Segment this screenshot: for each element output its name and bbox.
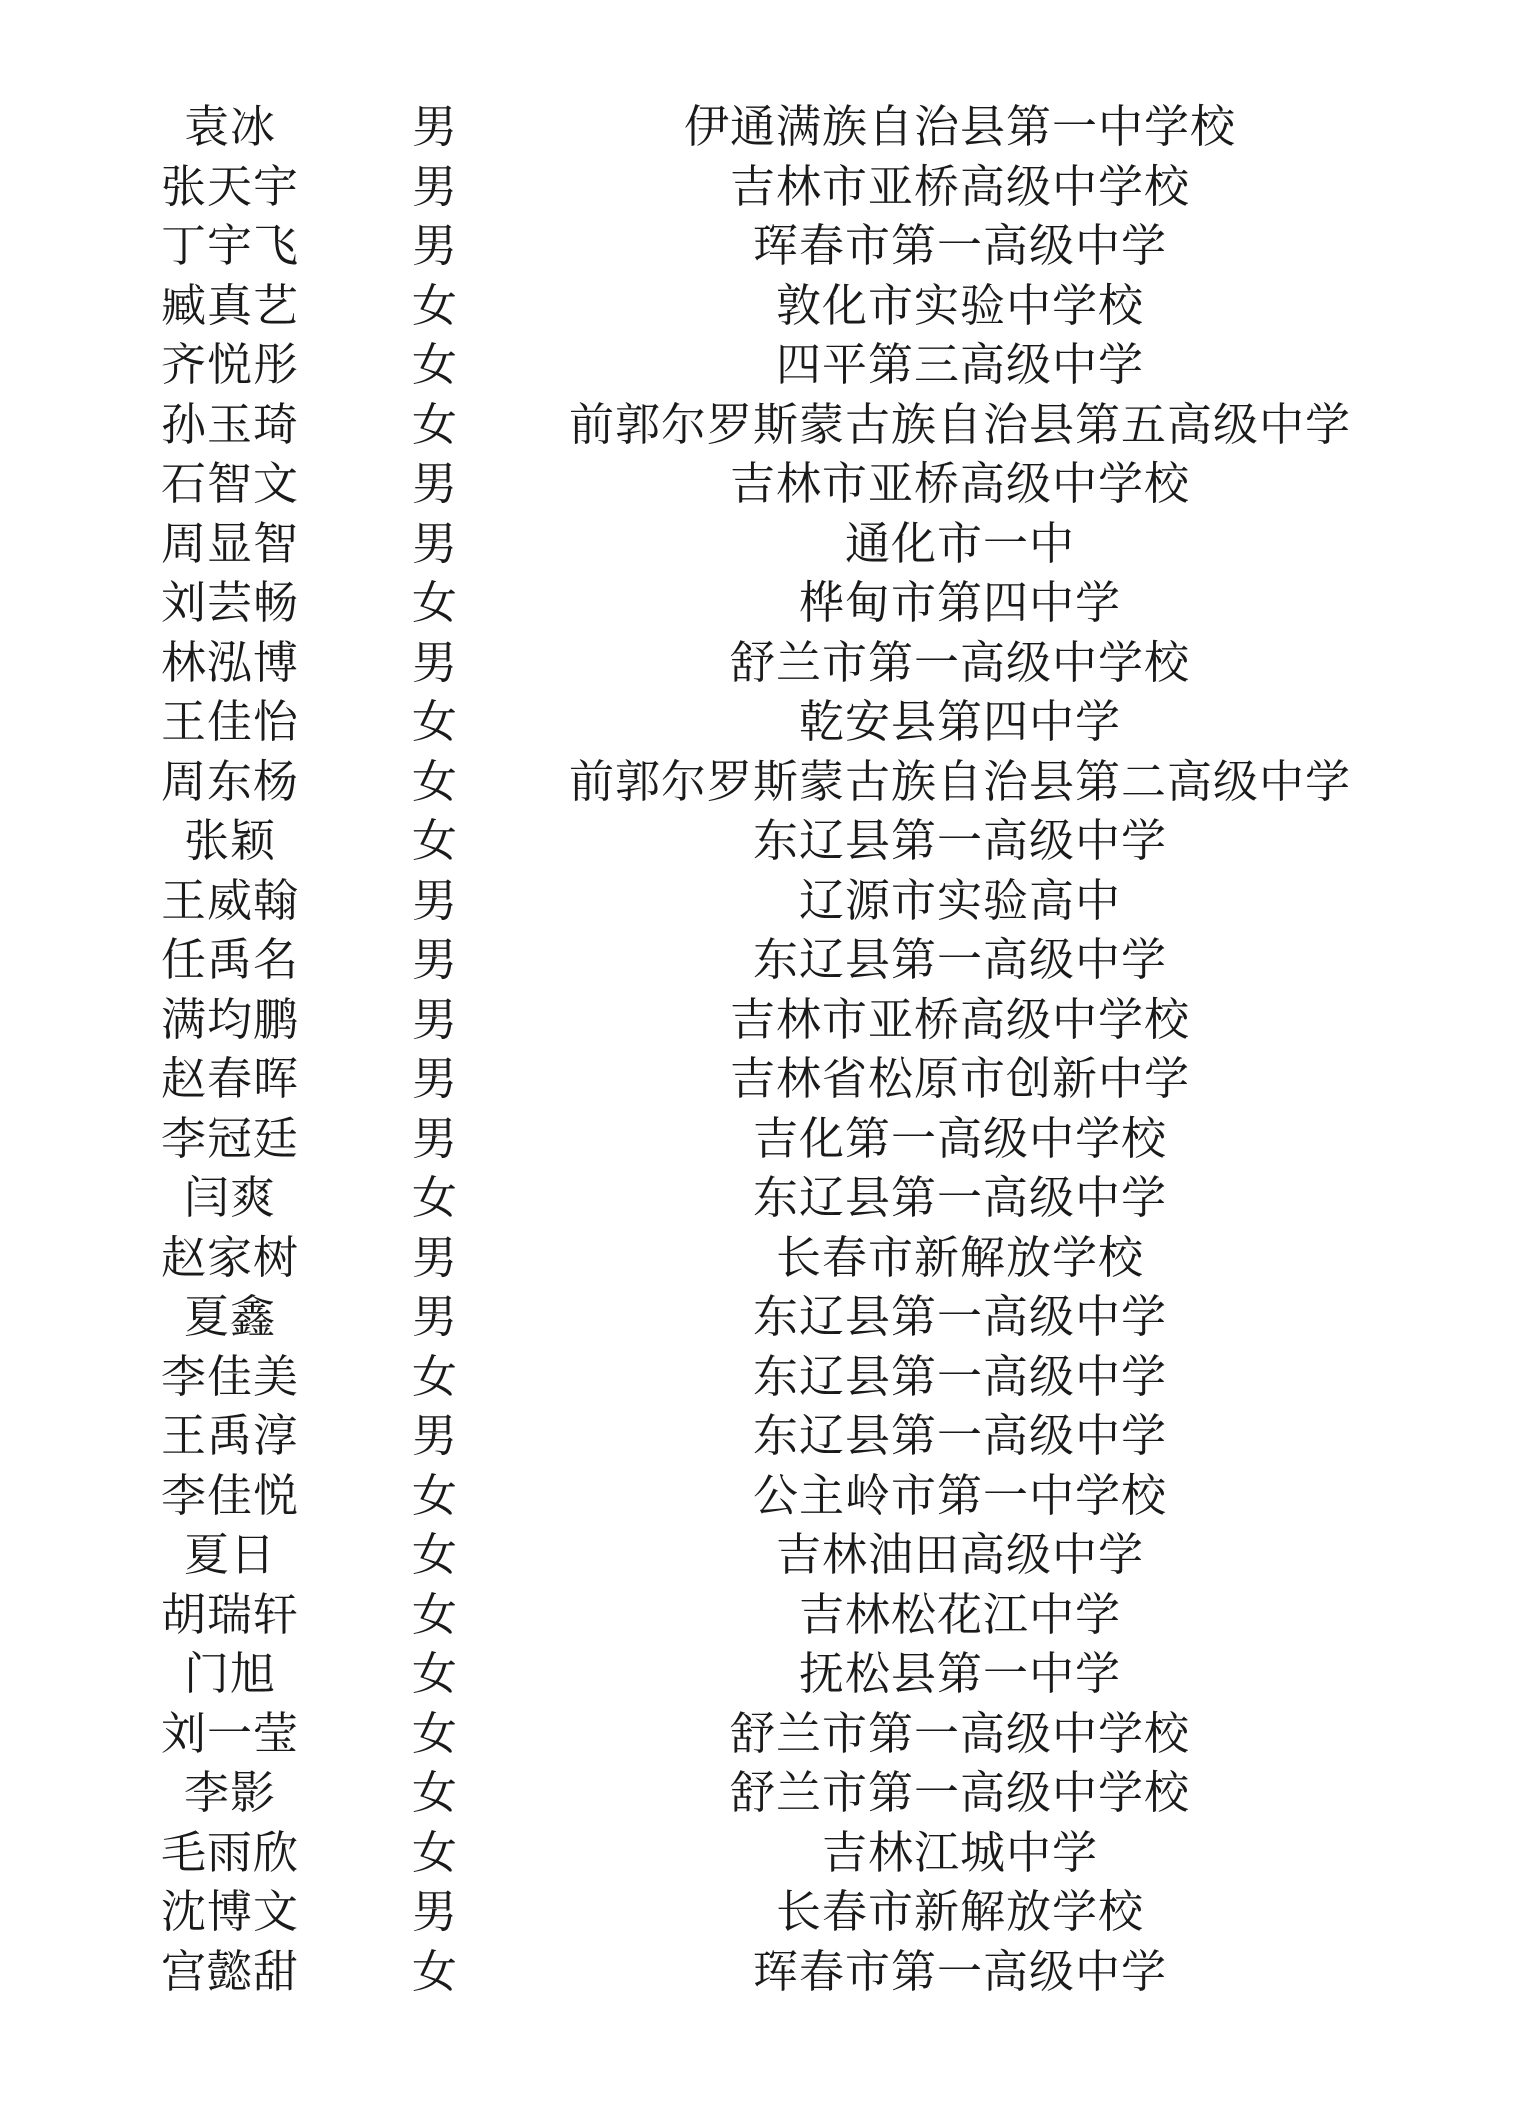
list-item xyxy=(0,871,1522,931)
student-gender: 女 xyxy=(411,1647,458,1700)
list-item xyxy=(0,1644,1522,1704)
list-item xyxy=(0,97,1522,157)
student-gender: 女 xyxy=(411,754,458,808)
student-school: 东辽县第一高级中学 xyxy=(752,1349,1167,1403)
student-school: 公主岭市第一中学校 xyxy=(752,1468,1167,1522)
student-name: 王禹淳 xyxy=(160,1409,299,1462)
student-gender: 女 xyxy=(411,1587,458,1641)
student-gender: 女 xyxy=(411,1171,458,1224)
student-name: 门旭 xyxy=(183,1647,276,1700)
student-name: 李佳美 xyxy=(160,1349,299,1403)
student-school: 吉林油田高级中学 xyxy=(775,1528,1144,1581)
student-school: 通化市一中 xyxy=(844,516,1075,570)
student-gender: 女 xyxy=(411,576,458,629)
student-gender: 男 xyxy=(411,1290,458,1343)
list-item xyxy=(0,1882,1522,1942)
student-name: 闫爽 xyxy=(183,1171,276,1224)
student-name: 孙玉琦 xyxy=(160,397,299,451)
student-school: 吉林市亚桥高级中学校 xyxy=(729,457,1190,510)
student-school: 东辽县第一高级中学 xyxy=(752,1409,1167,1462)
student-gender: 女 xyxy=(411,397,458,451)
student-name: 赵春晖 xyxy=(160,1052,299,1105)
student-gender: 男 xyxy=(411,1111,458,1165)
list-item xyxy=(0,1525,1522,1585)
student-school: 长春市新解放学校 xyxy=(775,1885,1144,1938)
student-name: 刘芸畅 xyxy=(160,576,299,629)
student-school: 吉林松花江中学 xyxy=(798,1587,1121,1641)
list-item xyxy=(0,990,1522,1050)
list-item xyxy=(0,633,1522,693)
student-school: 前郭尔罗斯蒙古族自治县第五高级中学 xyxy=(568,397,1351,451)
list-item xyxy=(0,1585,1522,1645)
list-item xyxy=(0,157,1522,217)
student-name: 刘一莹 xyxy=(160,1706,299,1760)
student-school: 舒兰市第一高级中学校 xyxy=(729,1766,1190,1819)
list-item xyxy=(0,1763,1522,1823)
student-name: 李佳悦 xyxy=(160,1468,299,1522)
student-gender: 女 xyxy=(411,278,458,332)
list-item xyxy=(0,1823,1522,1883)
student-school: 乾安县第四中学 xyxy=(798,695,1121,748)
student-gender: 男 xyxy=(411,1052,458,1105)
list-item xyxy=(0,1168,1522,1228)
student-gender: 男 xyxy=(411,100,458,153)
student-school: 吉化第一高级中学校 xyxy=(752,1111,1167,1165)
student-name: 李冠廷 xyxy=(160,1111,299,1165)
student-gender: 女 xyxy=(411,1944,458,1998)
student-school: 敦化市实验中学校 xyxy=(775,278,1144,332)
list-item xyxy=(0,1347,1522,1407)
student-name: 胡瑞轩 xyxy=(160,1587,299,1641)
student-gender: 女 xyxy=(411,695,458,748)
student-gender: 女 xyxy=(411,1349,458,1403)
list-item xyxy=(0,1287,1522,1347)
student-name: 王佳怡 xyxy=(160,695,299,748)
student-school: 辽源市实验高中 xyxy=(798,873,1121,927)
student-school: 珲春市第一高级中学 xyxy=(752,1944,1167,1998)
student-gender: 男 xyxy=(411,516,458,570)
student-name: 王威翰 xyxy=(160,873,299,927)
student-school: 抚松县第一中学 xyxy=(798,1647,1121,1700)
list-item xyxy=(0,1704,1522,1764)
student-gender: 男 xyxy=(411,1230,458,1284)
student-school: 伊通满族自治县第一中学校 xyxy=(683,100,1236,153)
student-school: 前郭尔罗斯蒙古族自治县第二高级中学 xyxy=(568,754,1351,808)
student-name: 任禹名 xyxy=(160,933,299,986)
list-item xyxy=(0,335,1522,395)
list-item xyxy=(0,454,1522,514)
student-gender: 男 xyxy=(411,635,458,689)
list-item xyxy=(0,1049,1522,1109)
student-gender: 女 xyxy=(411,814,458,867)
list-item xyxy=(0,1406,1522,1466)
student-name: 张颖 xyxy=(183,814,276,867)
student-gender: 男 xyxy=(411,992,458,1046)
student-name: 周显智 xyxy=(160,516,299,570)
student-name: 李影 xyxy=(183,1766,276,1819)
student-name: 林泓博 xyxy=(160,635,299,689)
student-name: 毛雨欣 xyxy=(160,1825,299,1879)
student-gender: 女 xyxy=(411,1766,458,1819)
student-name: 夏鑫 xyxy=(183,1290,276,1343)
list-item xyxy=(0,930,1522,990)
student-school: 吉林江城中学 xyxy=(821,1825,1098,1879)
student-gender: 男 xyxy=(411,1409,458,1462)
student-school: 吉林省松原市创新中学 xyxy=(729,1052,1190,1105)
student-school: 珲春市第一高级中学 xyxy=(752,219,1167,272)
student-name: 齐悦彤 xyxy=(160,338,299,391)
list-item xyxy=(0,1942,1522,2002)
student-name: 臧真艺 xyxy=(160,278,299,332)
student-name: 满均鹏 xyxy=(160,992,299,1046)
student-school: 舒兰市第一高级中学校 xyxy=(729,1706,1190,1760)
list-item xyxy=(0,395,1522,455)
student-school: 长春市新解放学校 xyxy=(775,1230,1144,1284)
student-gender: 男 xyxy=(411,1885,458,1938)
student-gender: 男 xyxy=(411,873,458,927)
list-item xyxy=(0,216,1522,276)
list-item xyxy=(0,276,1522,336)
student-gender: 女 xyxy=(411,1825,458,1879)
list-item xyxy=(0,514,1522,574)
student-gender: 男 xyxy=(411,219,458,272)
list-item xyxy=(0,811,1522,871)
student-name: 张天宇 xyxy=(160,159,299,213)
student-gender: 女 xyxy=(411,1706,458,1760)
list-item xyxy=(0,1466,1522,1526)
student-name: 石智文 xyxy=(160,457,299,510)
student-school: 四平第三高级中学 xyxy=(775,338,1144,391)
student-school: 东辽县第一高级中学 xyxy=(752,1290,1167,1343)
student-gender: 女 xyxy=(411,338,458,391)
student-name: 夏日 xyxy=(183,1528,276,1581)
student-school: 舒兰市第一高级中学校 xyxy=(729,635,1190,689)
list-item xyxy=(0,1109,1522,1169)
list-item xyxy=(0,752,1522,812)
student-name: 沈博文 xyxy=(160,1885,299,1938)
student-school: 东辽县第一高级中学 xyxy=(752,1171,1167,1224)
student-gender: 女 xyxy=(411,1528,458,1581)
student-name: 宫懿甜 xyxy=(160,1944,299,1998)
student-school: 吉林市亚桥高级中学校 xyxy=(729,992,1190,1046)
list-item xyxy=(0,692,1522,752)
list-item xyxy=(0,1228,1522,1288)
student-gender: 男 xyxy=(411,933,458,986)
student-list xyxy=(0,97,1522,2001)
student-school: 东辽县第一高级中学 xyxy=(752,814,1167,867)
student-name: 赵家树 xyxy=(160,1230,299,1284)
student-gender: 女 xyxy=(411,1468,458,1522)
student-school: 吉林市亚桥高级中学校 xyxy=(729,159,1190,213)
student-name: 丁宇飞 xyxy=(160,219,299,272)
student-gender: 男 xyxy=(411,159,458,213)
student-name: 周东杨 xyxy=(160,754,299,808)
student-school: 桦甸市第四中学 xyxy=(798,576,1121,629)
student-gender: 男 xyxy=(411,457,458,510)
list-item xyxy=(0,573,1522,633)
student-school: 东辽县第一高级中学 xyxy=(752,933,1167,986)
student-name: 袁冰 xyxy=(183,100,276,153)
